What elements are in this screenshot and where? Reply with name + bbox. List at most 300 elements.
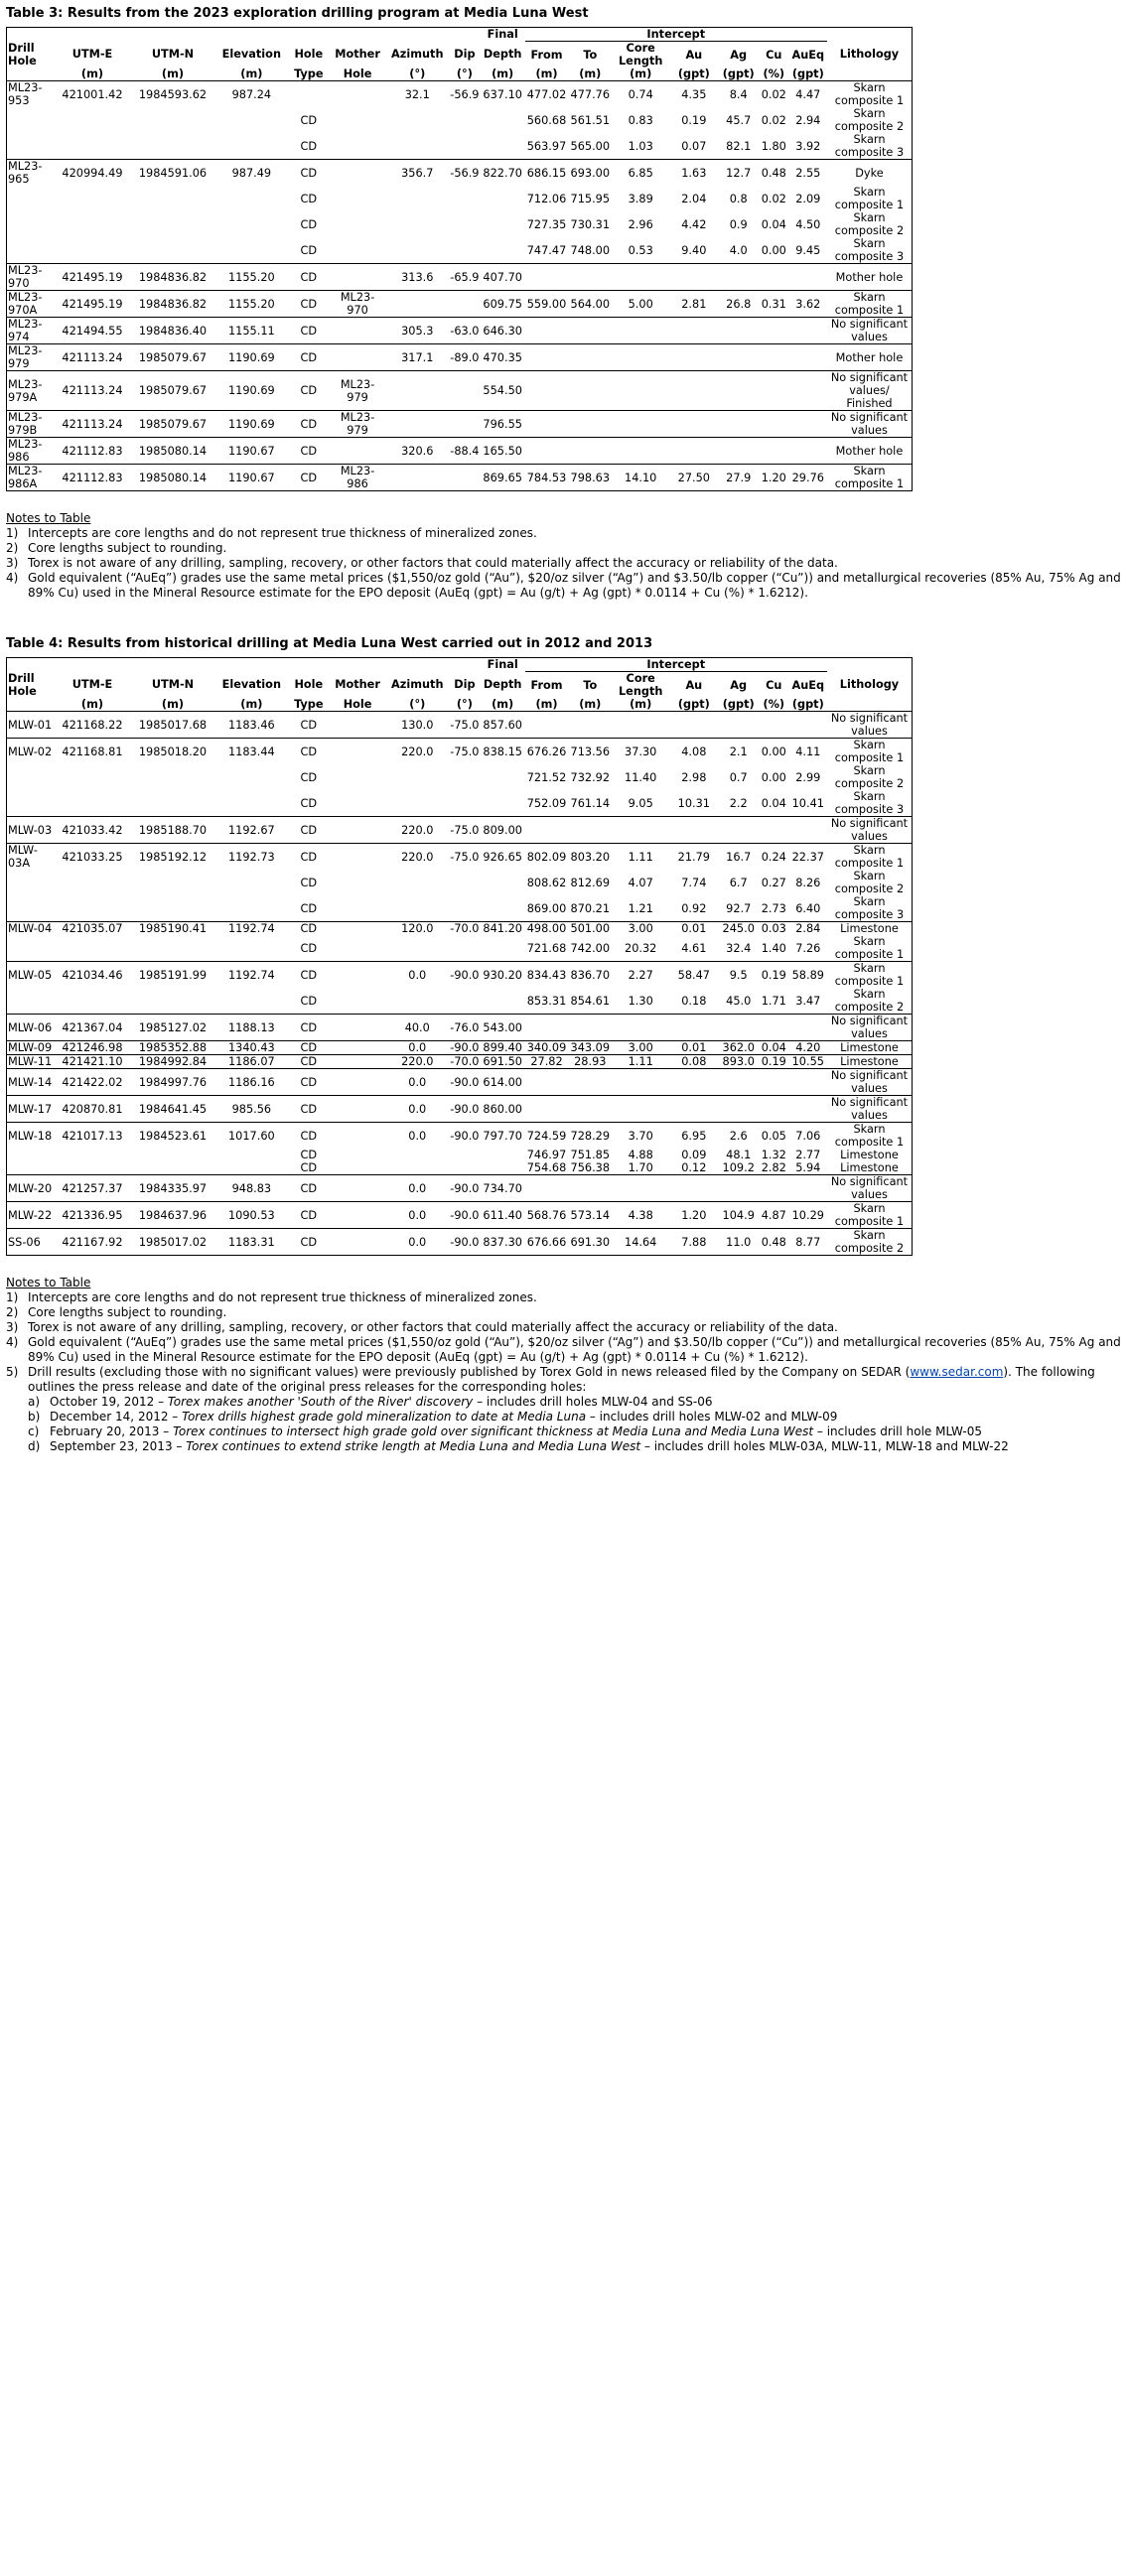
cell-to: 836.70 — [568, 962, 612, 989]
cell-utm-e: 421494.55 — [55, 318, 131, 344]
cell-depth: 838.15 — [481, 739, 525, 765]
cell-hole-type: CD — [288, 318, 330, 344]
cell-depth — [481, 764, 525, 790]
cell-hole-type: CD — [288, 1202, 330, 1229]
cell-elevation — [215, 1161, 288, 1175]
cell-mother-hole — [330, 817, 386, 844]
note-item — [6, 1290, 1121, 1305]
cell-aueq — [789, 371, 827, 411]
hdr-depth: Depth — [483, 678, 522, 692]
cell-hole-type: CD — [300, 243, 318, 257]
release-title: Torex continues to extend strike length at Media Luna and Media Luna West — [186, 1439, 641, 1453]
cell-azimuth: 220.0 — [386, 844, 449, 871]
cell-aueq — [789, 264, 827, 291]
cell-dip: -75.0 — [449, 844, 481, 871]
cell-depth — [481, 1161, 525, 1175]
cell-aueq — [789, 318, 827, 344]
cell-cu: 0.05 — [759, 1123, 789, 1150]
cell-mother-hole — [330, 988, 386, 1015]
cell-au: 0.07 — [681, 139, 707, 153]
cell-mother-hole — [330, 81, 386, 108]
note-item — [6, 1320, 1121, 1335]
cell-hole-type: CD — [300, 113, 318, 127]
cell-from: 563.97 — [526, 139, 567, 153]
table-row — [7, 291, 913, 318]
cell-drill-hole — [7, 211, 55, 237]
cell-utm-e: 420870.81 — [55, 1096, 131, 1123]
table-row — [7, 81, 913, 108]
cell-mother-hole — [330, 1015, 386, 1041]
cell-utm-e — [55, 133, 131, 160]
hdr-au: Au — [685, 678, 703, 692]
cell-dip: -56.9 — [449, 81, 481, 108]
cell-aueq: 2.09 — [795, 192, 821, 205]
cell-cu: 1.71 — [761, 994, 786, 1008]
notes-list — [6, 526, 1121, 601]
cell-from — [525, 1015, 569, 1041]
cell-au: 2.98 — [681, 770, 707, 784]
cell-to: 564.00 — [568, 291, 612, 318]
cell-cu: 0.48 — [759, 160, 789, 187]
cell-mother-hole — [330, 1149, 386, 1161]
cell-to: 756.38 — [570, 1161, 611, 1174]
cell-core-length: 5.00 — [612, 291, 669, 318]
cell-au: 4.61 — [681, 941, 707, 955]
table-row — [7, 1175, 913, 1202]
cell-drill-hole: ML23-986A — [7, 465, 55, 491]
cell-depth: 734.70 — [481, 1175, 525, 1202]
cell-to: 561.51 — [570, 113, 611, 127]
cell-azimuth — [386, 1161, 449, 1175]
note-number: 3) — [6, 1320, 19, 1334]
cell-to: 728.29 — [568, 1123, 612, 1150]
cell-utm-n: 1984593.62 — [130, 81, 214, 108]
cell-au: 0.08 — [669, 1055, 718, 1069]
release-date: February 20, 2013 – — [50, 1424, 174, 1438]
cell-ag — [718, 411, 759, 438]
cell-drill-hole: MLW-17 — [7, 1096, 55, 1123]
cell-to — [568, 411, 612, 438]
cell-hole-type: CD — [288, 739, 330, 765]
table-row — [7, 1015, 913, 1041]
note-item — [6, 541, 1121, 556]
unit-gpt: (gpt) — [791, 68, 824, 80]
cell-hole-type: CD — [288, 291, 330, 318]
cell-elevation — [215, 186, 288, 211]
cell-utm-e: 421495.19 — [55, 264, 131, 291]
cell-dip — [449, 935, 481, 962]
cell-to: 343.09 — [568, 1041, 612, 1055]
cell-au: 58.47 — [669, 962, 718, 989]
unit-m: (m) — [492, 698, 514, 711]
cell-azimuth: 130.0 — [386, 712, 449, 739]
cell-lithology: Skarn composite 1 — [827, 739, 913, 765]
cell-hole-type: CD — [300, 770, 318, 784]
cell-from: 752.09 — [526, 796, 567, 810]
cell-elevation: 1186.07 — [215, 1055, 288, 1069]
cell-dip: -90.0 — [450, 1041, 480, 1054]
cell-utm-e — [55, 988, 131, 1015]
hdr-core-length: Core Length — [618, 672, 663, 698]
hdr-to: To — [583, 48, 598, 62]
table-row — [7, 371, 913, 411]
cell-dip: -75.0 — [449, 712, 481, 739]
cell-utm-e: 421168.81 — [55, 739, 131, 765]
cell-mother-hole — [330, 844, 386, 871]
cell-utm-e — [55, 237, 131, 264]
cell-to: 751.85 — [570, 1149, 611, 1161]
cell-azimuth: 0.0 — [386, 1229, 449, 1256]
release-date: September 23, 2013 – — [50, 1439, 187, 1453]
cell-elevation: 948.83 — [215, 1175, 288, 1202]
cell-drill-hole: MLW-18 — [7, 1123, 55, 1150]
cell-lithology: Limestone — [827, 922, 913, 936]
cell-ag — [718, 1069, 759, 1096]
cell-elevation — [215, 133, 288, 160]
cell-utm-e — [55, 935, 131, 962]
cell-dip: -65.9 — [449, 264, 481, 291]
cell-hole-type: CD — [288, 962, 330, 989]
cell-lithology: Skarn composite 3 — [834, 790, 905, 816]
cell-au: 0.12 — [681, 1161, 707, 1174]
cell-au — [669, 1069, 718, 1096]
sub-number: d) — [28, 1439, 41, 1453]
cell-utm-n: 1984997.76 — [130, 1069, 214, 1096]
cell-elevation: 1192.67 — [215, 817, 288, 844]
cell-ag: 6.7 — [729, 876, 748, 889]
cell-depth — [481, 935, 525, 962]
cell-mother-hole — [330, 318, 386, 344]
cell-lithology: Skarn composite 1 — [827, 465, 913, 491]
cell-elevation — [215, 870, 288, 895]
cell-depth: 930.20 — [481, 962, 525, 989]
table-row — [7, 186, 913, 211]
cell-azimuth — [386, 1149, 449, 1161]
cell-core-length — [612, 1015, 669, 1041]
table4-body — [7, 712, 913, 1256]
cell-hole-type: CD — [300, 876, 318, 889]
cell-utm-e — [55, 790, 131, 817]
cell-ag — [718, 318, 759, 344]
cell-from: 724.59 — [525, 1123, 569, 1150]
cell-depth: 822.70 — [481, 160, 525, 187]
cell-dip: -70.0 — [450, 922, 480, 935]
cell-core-length — [612, 712, 669, 739]
hdr-ag: Ag — [730, 678, 748, 692]
cell-core-length: 0.83 — [628, 113, 653, 127]
cell-elevation: 1192.73 — [215, 844, 288, 871]
cell-core-length — [612, 1069, 669, 1096]
cell-to: 730.31 — [570, 217, 611, 231]
unit-m: (m) — [492, 68, 514, 80]
table-row — [7, 712, 913, 739]
cell-aueq — [789, 817, 827, 844]
hdr-from: From — [530, 48, 563, 62]
hdr-core-length: Core Length — [618, 42, 663, 68]
unit-type: Type — [294, 698, 324, 711]
sub-number: c) — [28, 1424, 40, 1438]
cell-utm-n: 1984641.45 — [130, 1096, 214, 1123]
cell-depth: 614.00 — [481, 1069, 525, 1096]
cell-utm-n — [130, 935, 214, 962]
cell-core-length: 1.03 — [628, 139, 653, 153]
cell-aueq: 7.06 — [789, 1123, 827, 1150]
note-number: 1) — [6, 526, 19, 540]
cell-hole-type: CD — [300, 1161, 318, 1174]
cell-azimuth — [386, 935, 449, 962]
cell-from — [525, 1069, 569, 1096]
cell-drill-hole: MLW-03 — [7, 817, 55, 844]
cell-drill-hole — [7, 1149, 55, 1161]
cell-from: 721.52 — [526, 770, 567, 784]
cell-from: 746.97 — [526, 1149, 567, 1161]
unit-m: (m) — [535, 68, 558, 80]
cell-to — [568, 264, 612, 291]
cell-elevation: 1190.69 — [215, 344, 288, 371]
note-text: Intercepts are core lengths and do not represent true thickness of mineralized zones. — [28, 526, 537, 540]
cell-depth: 841.20 — [481, 922, 525, 936]
cell-dip: -90.0 — [449, 962, 481, 989]
hdr-hole: Hole — [294, 48, 324, 62]
cell-drill-hole — [7, 870, 55, 895]
cell-aueq: 3.62 — [789, 291, 827, 318]
cell-elevation — [215, 895, 288, 922]
unit-pct: (%) — [763, 698, 785, 711]
cell-lithology: Skarn composite 2 — [834, 870, 905, 895]
cell-mother-hole — [330, 895, 386, 922]
cell-aueq — [789, 1175, 827, 1202]
cell-lithology: Skarn composite 2 — [834, 988, 905, 1014]
cell-mother-hole — [330, 160, 386, 187]
table-row — [7, 895, 913, 922]
cell-mother-hole — [330, 922, 386, 936]
cell-azimuth: 32.1 — [386, 81, 449, 108]
cell-core-length — [612, 344, 669, 371]
cell-ag: 2.1 — [718, 739, 759, 765]
cell-au — [669, 712, 718, 739]
table-row — [7, 922, 913, 936]
cell-au — [669, 1015, 718, 1041]
table-row — [7, 264, 913, 291]
cell-elevation: 1155.20 — [215, 291, 288, 318]
cell-lithology: No significant values — [827, 411, 913, 438]
unit-deg: (°) — [456, 68, 473, 80]
cell-aueq: 29.76 — [789, 465, 827, 491]
cell-au — [669, 318, 718, 344]
cell-drill-hole — [7, 935, 55, 962]
cell-mother-hole — [330, 344, 386, 371]
cell-lithology: Skarn composite 2 — [834, 211, 905, 237]
note-text: Gold equivalent (“AuEq”) grades use the same metal prices ($1,550/oz gold (“Au”), $20/oz silver (“Ag”) and $3.50/lb copper (“Cu”)) and metallurgical recoveries (85% Au, 75% Ag and 89% Cu) used in the Mineral Resource estimate for the EPO deposit (AuEq (gpt) = Au (g/t) + Ag (gpt) * 0.0114 + Cu (%) * 1.6212). — [28, 1335, 1121, 1364]
cell-aueq: 2.84 — [789, 922, 827, 936]
cell-au: 1.20 — [669, 1202, 718, 1229]
sub-number: a) — [28, 1395, 41, 1409]
note-number: 4) — [6, 1335, 19, 1349]
cell-drill-hole: MLW-05 — [7, 962, 55, 989]
cell-to: 691.30 — [568, 1229, 612, 1256]
sedar-link[interactable]: www.sedar.com — [910, 1365, 1004, 1379]
cell-azimuth: 0.0 — [386, 1041, 449, 1055]
cell-hole-type — [288, 81, 330, 108]
cell-depth: 837.30 — [481, 1229, 525, 1256]
cell-utm-e: 421246.98 — [55, 1041, 131, 1055]
release-holes: – includes drill holes MLW-03A, MLW-11, MLW-18 and MLW-22 — [640, 1439, 1009, 1453]
cell-aueq — [789, 712, 827, 739]
note-text: ). The following outlines the press release and date of the original press releases for the corresponding holes: — [28, 1365, 1095, 1394]
cell-au — [669, 1175, 718, 1202]
unit-m: (m) — [579, 698, 602, 711]
cell-utm-e: 421034.46 — [55, 962, 131, 989]
cell-utm-n: 1985352.88 — [130, 1041, 214, 1055]
release-title: Torex drills highest grade gold mineralization to date at Media Luna — [182, 1410, 587, 1424]
cell-dip — [449, 107, 481, 133]
cell-dip: -90.0 — [449, 1229, 481, 1256]
cell-from: 676.66 — [525, 1229, 569, 1256]
cell-lithology: Skarn composite 3 — [834, 237, 905, 263]
cell-from: 340.09 — [525, 1041, 569, 1055]
note-item — [6, 1365, 1121, 1395]
cell-mother-hole: ML23-979 — [330, 371, 386, 411]
cell-depth: 796.55 — [481, 411, 525, 438]
cell-to: 501.00 — [568, 922, 612, 936]
cell-azimuth: 220.0 — [386, 739, 449, 765]
cell-cu — [759, 1015, 789, 1041]
cell-elevation: 1183.44 — [215, 739, 288, 765]
cell-to — [568, 344, 612, 371]
cell-core-length: 1.70 — [628, 1161, 653, 1174]
cell-utm-n: 1985017.68 — [130, 712, 214, 739]
cell-drill-hole: MLW-06 — [7, 1015, 55, 1041]
cell-elevation: 1190.67 — [215, 438, 288, 465]
table-row — [7, 107, 913, 133]
cell-depth: 407.70 — [481, 264, 525, 291]
cell-drill-hole: MLW-22 — [7, 1202, 55, 1229]
cell-depth: 691.50 — [481, 1055, 525, 1069]
cell-utm-e: 421257.37 — [55, 1175, 131, 1202]
cell-cu — [759, 1069, 789, 1096]
release-holes: – includes drill holes MLW-04 and SS-06 — [473, 1395, 713, 1409]
cell-azimuth: 0.0 — [386, 1123, 449, 1150]
cell-ag — [718, 264, 759, 291]
cell-from: 560.68 — [526, 113, 567, 127]
unit-deg: (°) — [409, 68, 426, 80]
cell-cu: 0.31 — [759, 291, 789, 318]
cell-utm-n: 1984836.82 — [130, 264, 214, 291]
cell-hole-type: CD — [288, 1096, 330, 1123]
unit-gpt: (gpt) — [722, 698, 755, 711]
cell-drill-hole — [7, 988, 55, 1015]
cell-core-length: 3.89 — [628, 192, 653, 205]
cell-utm-n — [130, 133, 214, 160]
cell-ag: 16.7 — [718, 844, 759, 871]
hdr-mother: Mother — [335, 48, 380, 62]
cell-elevation: 1192.74 — [215, 962, 288, 989]
table-row — [7, 790, 913, 817]
cell-ag: 2.2 — [729, 796, 748, 810]
cell-core-length: 2.27 — [612, 962, 669, 989]
table-row — [7, 764, 913, 790]
cell-azimuth: 0.0 — [386, 1069, 449, 1096]
cell-azimuth: 305.3 — [386, 318, 449, 344]
cell-lithology: No significant values — [827, 817, 913, 844]
cell-au: 4.42 — [681, 217, 707, 231]
cell-aueq: 4.47 — [789, 81, 827, 108]
cell-utm-n: 1985079.67 — [130, 371, 214, 411]
cell-dip — [449, 371, 481, 411]
cell-ag — [718, 817, 759, 844]
press-release-item — [6, 1439, 1121, 1454]
hdr-cu: Cu — [766, 48, 782, 62]
cell-azimuth — [386, 133, 449, 160]
cell-depth: 637.10 — [481, 81, 525, 108]
cell-azimuth — [386, 988, 449, 1015]
cell-core-length — [612, 1096, 669, 1123]
cell-depth — [481, 211, 525, 237]
cell-depth: 554.50 — [481, 371, 525, 411]
cell-cu: 0.03 — [759, 922, 789, 936]
hdr-ag: Ag — [730, 48, 748, 62]
note-item — [6, 526, 1121, 541]
sub-number: b) — [28, 1410, 41, 1424]
unit-m: (m) — [630, 698, 652, 711]
cell-core-length — [612, 371, 669, 411]
table-row — [7, 318, 913, 344]
cell-elevation — [215, 764, 288, 790]
cell-aueq: 4.11 — [789, 739, 827, 765]
cell-dip — [449, 411, 481, 438]
cell-cu — [759, 318, 789, 344]
cell-to — [568, 438, 612, 465]
cell-from: 712.06 — [526, 192, 567, 205]
cell-elevation — [215, 790, 288, 817]
cell-utm-n: 1984523.61 — [130, 1123, 214, 1150]
cell-from: 676.26 — [525, 739, 569, 765]
cell-utm-e — [55, 211, 131, 237]
cell-cu — [759, 817, 789, 844]
cell-utm-n: 1985188.70 — [130, 817, 214, 844]
note-item — [6, 1335, 1121, 1365]
cell-utm-n: 1985191.99 — [130, 962, 214, 989]
cell-dip: -90.0 — [449, 1096, 481, 1123]
hdr-cu: Cu — [766, 678, 782, 692]
cell-ag: 45.0 — [726, 994, 752, 1008]
cell-lithology: Skarn composite 1 — [827, 844, 913, 871]
cell-drill-hole: MLW-04 — [7, 922, 55, 936]
cell-aueq: 2.55 — [789, 160, 827, 187]
cell-utm-n: 1984637.96 — [130, 1202, 214, 1229]
cell-drill-hole: ML23-986 — [7, 438, 55, 465]
cell-mother-hole — [330, 870, 386, 895]
cell-mother-hole — [330, 712, 386, 739]
cell-core-length — [612, 318, 669, 344]
cell-from: 568.76 — [525, 1202, 569, 1229]
cell-cu: 2.82 — [761, 1161, 786, 1174]
note-text: Core lengths subject to rounding. — [28, 541, 227, 555]
cell-mother-hole — [330, 211, 386, 237]
cell-utm-n — [130, 186, 214, 211]
cell-au: 7.88 — [669, 1229, 718, 1256]
note-item — [6, 556, 1121, 571]
hdr-utm-n: UTM-N — [151, 48, 195, 62]
cell-aueq: 8.77 — [789, 1229, 827, 1256]
cell-elevation: 1340.43 — [215, 1041, 288, 1055]
cell-aueq: 2.99 — [795, 770, 821, 784]
cell-hole-type: CD — [288, 922, 330, 936]
cell-from: 834.43 — [525, 962, 569, 989]
cell-ag: 4.0 — [729, 243, 748, 257]
unit-m: (m) — [80, 698, 104, 711]
table-row — [7, 237, 913, 264]
